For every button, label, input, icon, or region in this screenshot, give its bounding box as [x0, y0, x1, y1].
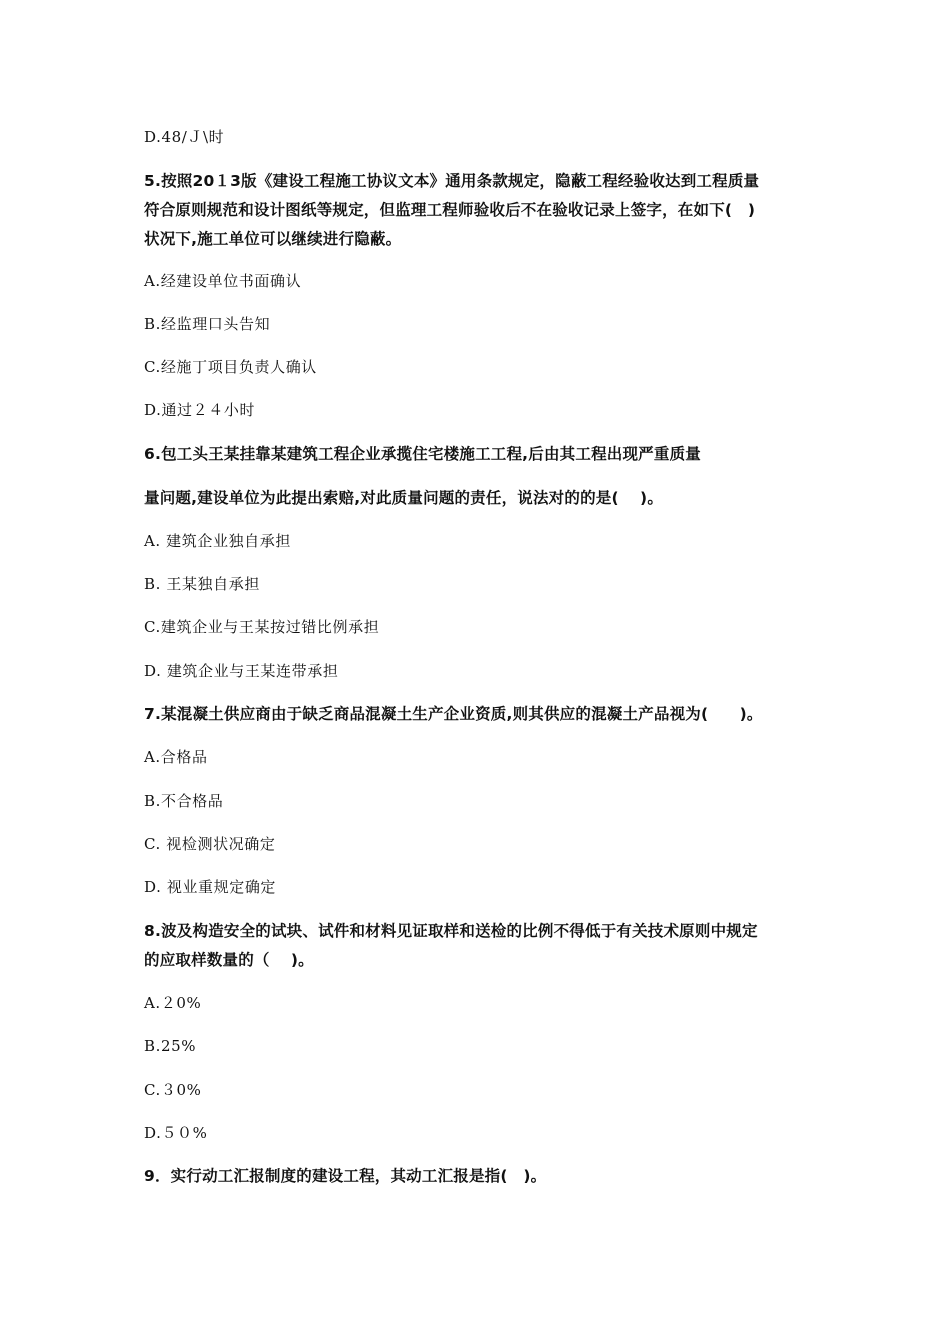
q5-stem-line-2: 符合原则规范和设计图纸等规定，但监理工程师验收后不在验收记录上签字，在如下( )	[144, 201, 756, 219]
q8-option-a: A.２0%	[144, 994, 202, 1012]
q8-option-c: C.３0%	[144, 1081, 202, 1099]
q5-option-b: B.经监理口头告知	[144, 315, 271, 333]
q8-option-d: D.５０%	[144, 1124, 208, 1142]
q6-option-d: D. 建筑企业与王某连带承担	[144, 662, 339, 680]
q7-option-c: C. 视检测状况确定	[144, 835, 276, 853]
q7-option-a: A.合格品	[144, 748, 208, 766]
q6-stem-line-1: 6.包工头王某挂靠某建筑工程企业承揽住宅楼施工工程,后由其工程出现严重质量	[144, 445, 701, 463]
q6-option-a: A. 建筑企业独自承担	[144, 532, 291, 550]
q5-stem-line-3: 状况下,施工单位可以继续进行隐蔽。	[144, 230, 402, 248]
q7-option-b: B.不合格品	[144, 792, 224, 810]
q5-option-c: C.经施丁项目负责人确认	[144, 358, 317, 376]
q6-option-b: B. 王某独自承担	[144, 575, 260, 593]
q8-stem-line-1: 8.波及构造安全的试块、试件和材料见证取样和送检的比例不得低于有关技术原则中规定	[144, 922, 758, 940]
q4-option-d: D.48/Ｊ\时	[144, 128, 225, 146]
q5-option-a: A.经建设单位书面确认	[144, 272, 302, 290]
q5-stem-line-1: 5.按照20１3版《建设工程施工协议文本》通用条款规定，隐蔽工程经验收达到工程质量	[144, 172, 760, 190]
q7-option-d: D. 视业重规定确定	[144, 878, 277, 896]
q5-option-d: D.通过２４小时	[144, 401, 256, 419]
q6-option-c: C.建筑企业与王某按过错比例承担	[144, 618, 380, 636]
q6-stem-line-2: 量问题,建设单位为此提出索赔,对此质量问题的责任，说法对的的是( )。	[144, 489, 664, 507]
q9-stem-line-1: 9．实行动工汇报制度的建设工程，其动工汇报是指( )。	[144, 1167, 547, 1185]
q7-stem-line-1: 7.某混凝土供应商由于缺乏商品混凝土生产企业资质,则其供应的混凝土产品视为( )。	[144, 705, 763, 723]
q8-option-b: B.25%	[144, 1037, 197, 1055]
q8-stem-line-2: 的应取样数量的（ )。	[144, 951, 314, 969]
